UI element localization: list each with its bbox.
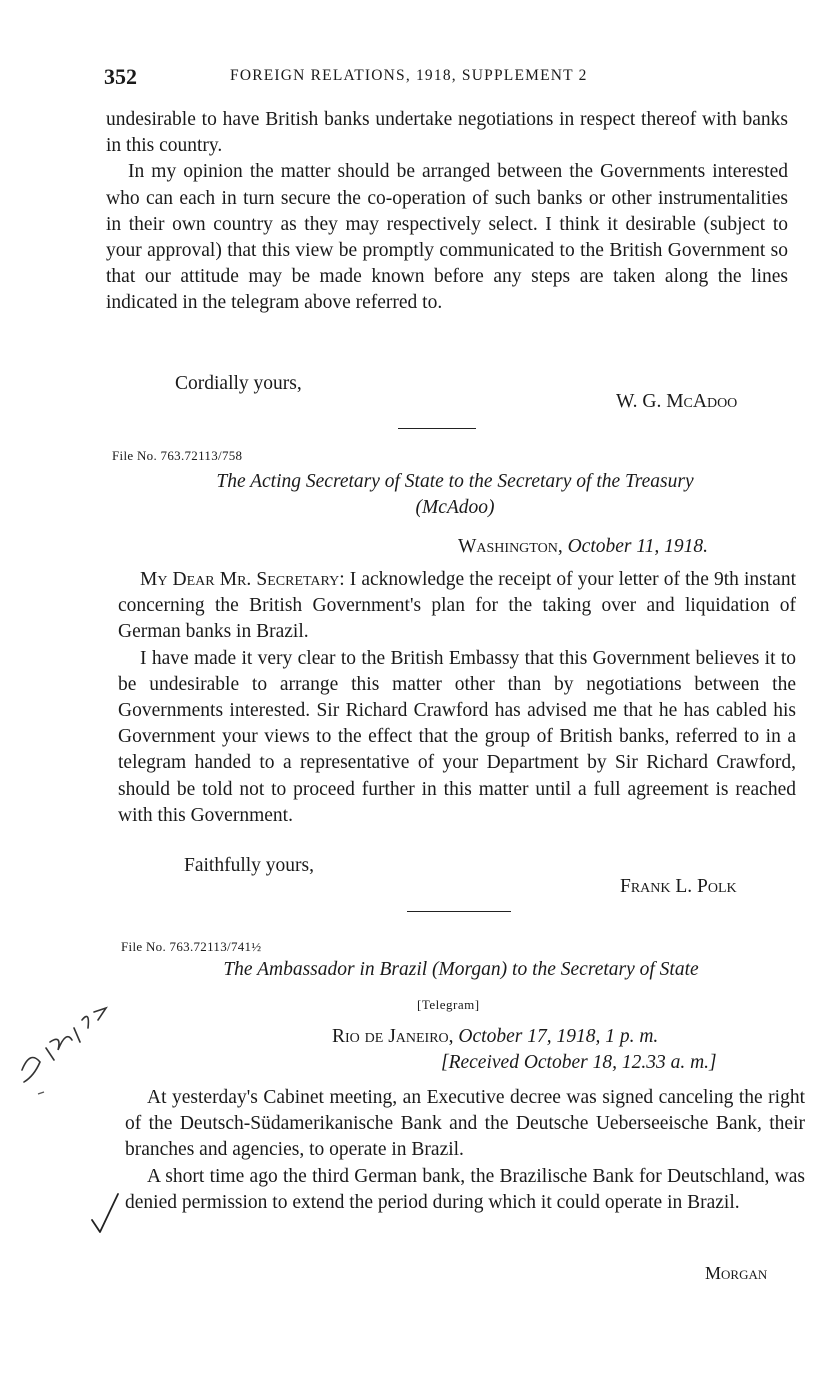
salutation: My Dear Mr. Secretary: bbox=[140, 569, 345, 590]
page-number: 352 bbox=[104, 64, 137, 89]
dateline bbox=[332, 1026, 658, 1048]
document-title bbox=[110, 469, 800, 521]
telegram-para2: A short time ago the third German bank, the Brazilische Bank for Deutschland, was denied permission to extend the period during which it could operate in Brazil. bbox=[125, 1165, 805, 1213]
received-line: [Received October 18, 12.33 a. m.] bbox=[441, 1052, 717, 1073]
telegram-signature: Morgan bbox=[705, 1263, 768, 1283]
file-number: File No. 763.72113/758 bbox=[112, 448, 243, 463]
dateline-place: Washington, bbox=[458, 536, 563, 557]
letter2-para1 bbox=[118, 567, 796, 646]
document-title: The Ambassador in Brazil (Morgan) to the Secretary of State bbox=[223, 959, 699, 980]
telegram-body bbox=[125, 1085, 805, 1216]
letter1-body bbox=[106, 107, 788, 317]
letter2-para1-text: I acknowledge the receipt of your letter of the 9th instant concerning the British Government's plan for the taking over and liquidation of German banks in Brazil. bbox=[118, 569, 796, 643]
file-number: File No. 763.72113/741½ bbox=[121, 939, 262, 954]
letter2-para2: I have made it very clear to the British Embassy that this Government believes it to be undesirable to arrange this matter other than by negotiations between the Governments interested. Sir Richard Crawford has advised me that he has cabled his Government your views to the effect that the group of British banks, referred to in a telegram handed to a representative of your Department by Sir Richard Crawford, should be told not to proceed further in this matter until a full agreement is reached with this Government. bbox=[118, 647, 796, 826]
letter2-closing: Faithfully yours, bbox=[184, 855, 314, 876]
letter1-closing: Cordially yours, bbox=[175, 373, 302, 394]
section-divider bbox=[407, 911, 511, 912]
letter2-body bbox=[118, 567, 796, 829]
letter2-signature: Frank L. Polk bbox=[620, 876, 737, 897]
letter1-para2: In my opinion the matter should be arranged between the Governments interested who can each in turn secure the co-operation of such banks or other instrumentalities in their own country as they may respectively select. I think it desirable (subject to your approval) that this view be promptly communicated to the British Government so that our attitude may be made known before any steps are taken along the lines indicated in the telegram above referred to. bbox=[106, 161, 788, 314]
dateline bbox=[458, 536, 708, 558]
running-head: FOREIGN RELATIONS, 1918, SUPPLEMENT 2 bbox=[230, 67, 588, 84]
dateline-place: Rio de Janeiro, bbox=[332, 1026, 454, 1047]
telegram-label: [Telegram] bbox=[417, 997, 480, 1012]
handwritten-margin-note bbox=[10, 990, 120, 1100]
check-mark-icon bbox=[88, 1190, 124, 1240]
dateline-date: October 17, 1918, 1 p. m. bbox=[458, 1026, 659, 1047]
page-header bbox=[104, 64, 804, 96]
title-line-1: The Acting Secretary of State to the Secretary of the Treasury bbox=[216, 471, 694, 492]
title-line-2: (McAdoo) bbox=[415, 497, 495, 518]
section-divider bbox=[398, 428, 476, 429]
letter1-para1: undesirable to have British banks undertake negotiations in respect thereof with banks in this country. bbox=[106, 109, 788, 157]
dateline-date: October 11, 1918. bbox=[567, 536, 709, 557]
letter1-signature: W. G. McAdoo bbox=[616, 391, 738, 412]
telegram-para1: At yesterday's Cabinet meeting, an Executive decree was signed canceling the right of the Deutsch-Südamerikanische Bank and the Deutsche Ueberseeische Bank, their branches and agencies, to operate in Brazil. bbox=[125, 1087, 805, 1161]
